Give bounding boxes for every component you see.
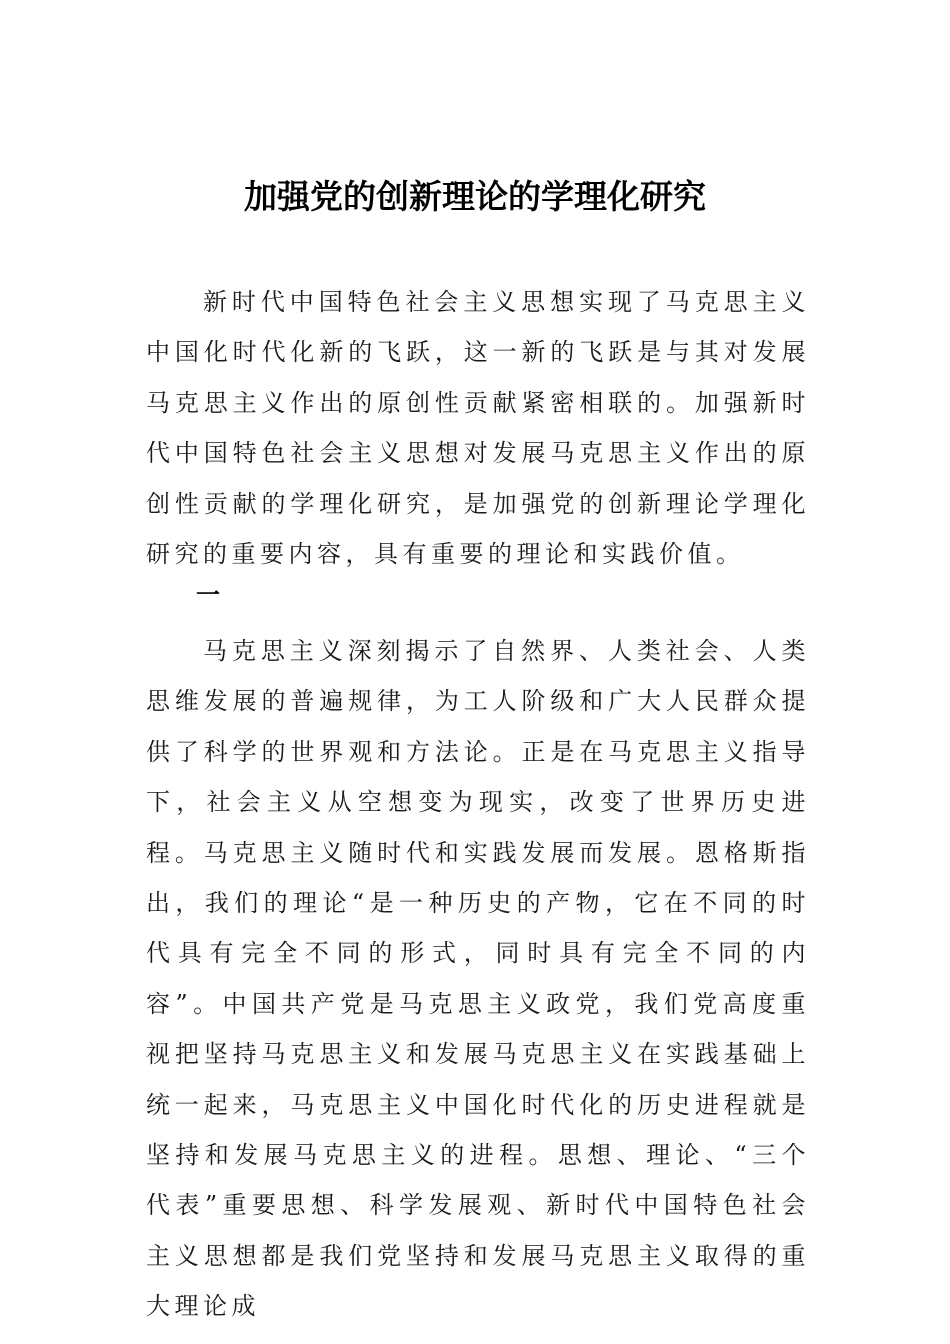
section-one-paragraph: 马克思主义深刻揭示了自然界、人类社会、人类思维发展的普遍规律，为工人阶级和广大人民群众提供了科学的世界观和方法论。正是在马克思主义指导下，社会主义从空想变为现实，改变了世界历史进程。马克思主义随时代和实践发展而发展。恩格斯指出，我们的理论“是一种历史的产物，它在不同的时代具有完全不同的形式，同时具有完全不同的内容”。中国共产党是马克思主义政党，我们党高度重视把坚持马克思主义和发展马克思主义在实践基础上统一起来，马克思主义中国化时代化的历史进程就是坚持和发展马克思主义的进程。思想、理论、“三个代表”重要思想、科学发展观、新时代中国特色社会主义思想都是我们党坚持和发展马克思主义取得的重大理论成 [146,637,810,1321]
document-title: 加强党的创新理论的学理化研究 [244,177,706,216]
section-number: 一 [196,581,220,609]
intro-paragraph: 新时代中国特色社会主义思想实现了马克思主义中国化时代化新的飞跃，这一新的飞跃是与其对发展马克思主义作出的原创性贡献紧密相联的。加强新时代中国特色社会主义思想对发展马克思主义作出的原创性贡献的学理化研究，是加强党的创新理论学理化研究的重要内容，具有重要的理论和实践价值。 [146,288,810,569]
